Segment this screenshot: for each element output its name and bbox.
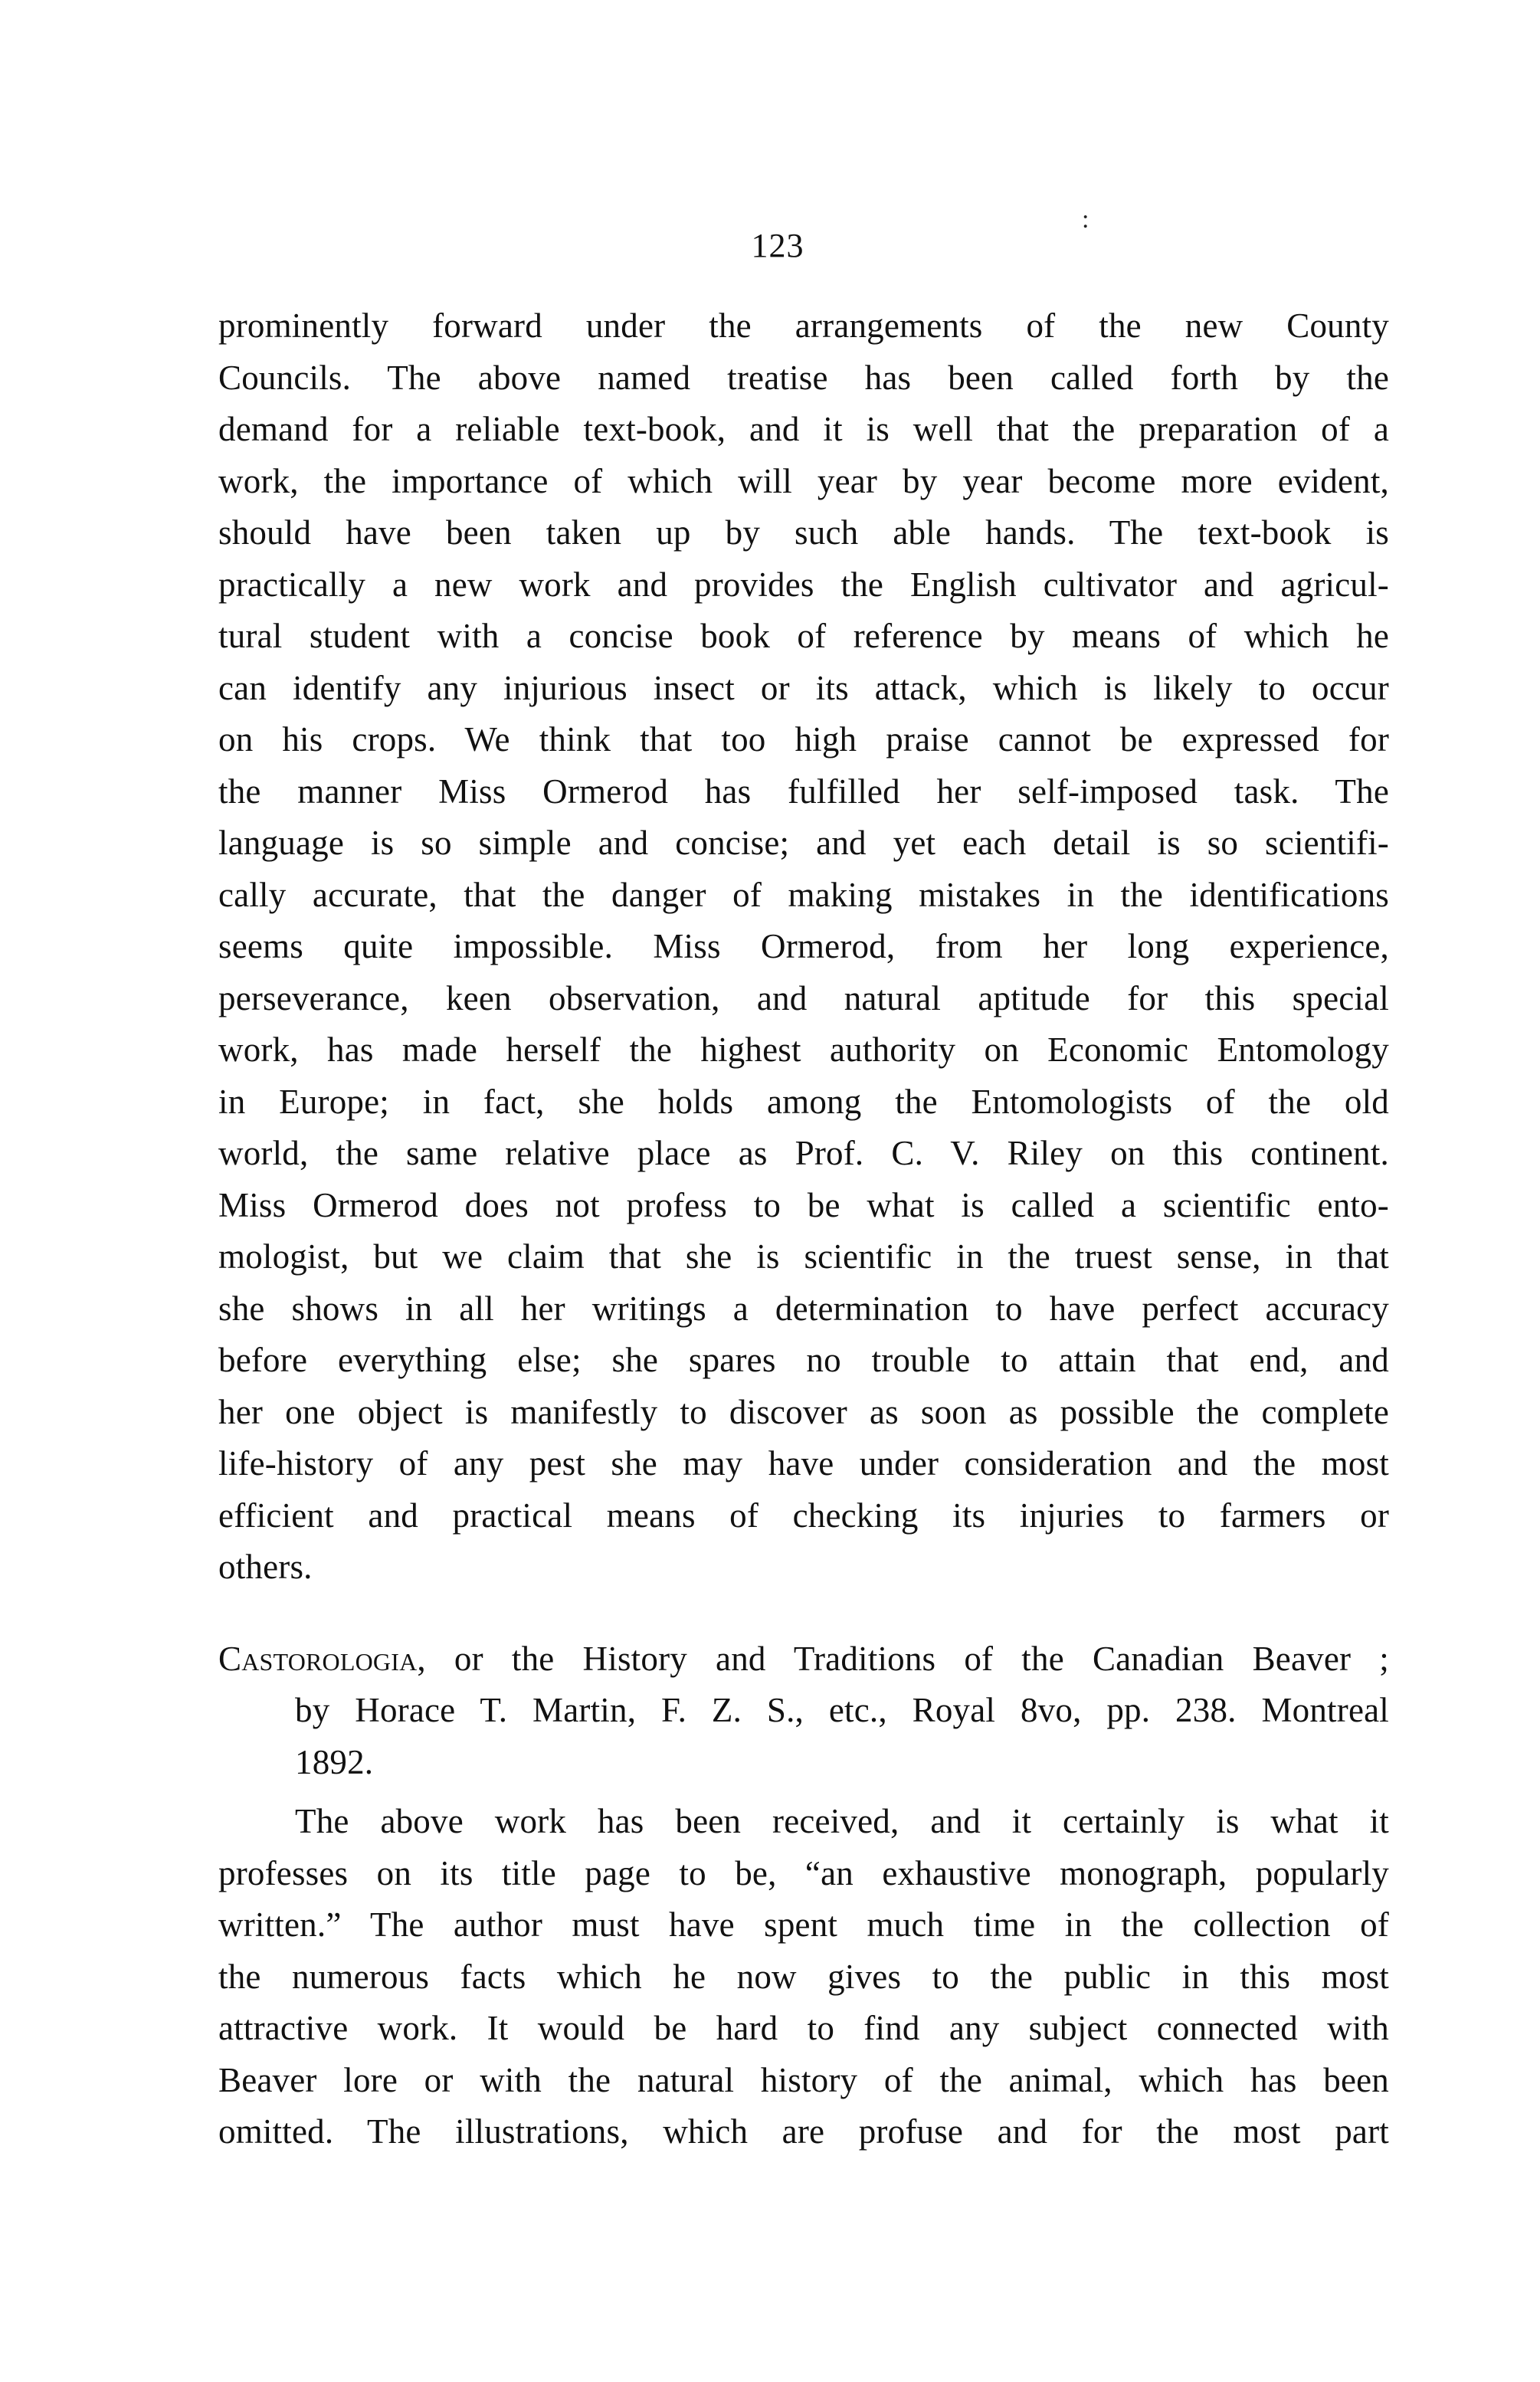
text-line: life-history of any pest she may have under consideration and the most <box>218 1444 1389 1483</box>
section-gap <box>218 1788 1389 1796</box>
text-line: others. <box>218 1548 313 1586</box>
text-line: professes on its title page to be, “an exhaustive monograph, popularly <box>218 1853 1389 1892</box>
text-line: efficient and practical means of checking its injuries to farmers or <box>218 1496 1389 1535</box>
text-line: can identify any injurious insect or its attack, which is likely to occur <box>218 668 1389 707</box>
text-line: seems quite impossible. Miss Ormerod, from her long experience, <box>218 927 1389 965</box>
text-line: should have been taken up by such able hands. The text-book is <box>218 513 1389 552</box>
text-line: work, the importance of which will year by year become more evident, <box>218 461 1389 500</box>
text-line: she shows in all her writings a determination to have perfect accuracy <box>218 1289 1389 1328</box>
text-line: demand for a reliable text-book, and it is well that the preparation of a <box>218 410 1389 448</box>
text-line: Beaver lore or with the natural history of the animal, which has been <box>218 2060 1389 2099</box>
text-line: before everything else; she spares no trouble to attain that end, and <box>218 1341 1389 1379</box>
text-line: written.” The author must have spent much time in the collection of <box>218 1905 1389 1944</box>
text-line: her one object is manifestly to discover as soon as possible the complete <box>218 1392 1389 1431</box>
text-line: prominently forward under the arrangements of the new County <box>218 306 1389 345</box>
citation-title-line <box>218 1633 1389 1686</box>
text-line: cally accurate, that the danger of making mistakes in the identifications <box>218 875 1389 914</box>
text-line: on his crops. We think that too high praise cannot be expressed for <box>218 720 1389 759</box>
text-line: practically a new work and provides the English cultivator and agricul- <box>218 565 1389 604</box>
text-line: mologist, but we claim that she is scientific in the truest sense, in that <box>218 1237 1389 1276</box>
citation-line: by Horace T. Martin, F. Z. S., etc., Royal 8vo, pp. 238. Montreal <box>295 1691 1389 1729</box>
book-title: Castorologia <box>218 1639 418 1678</box>
text-line: attractive work. It would be hard to find any subject connected with <box>218 2009 1389 2047</box>
review-continuation-paragraph <box>218 300 1389 1594</box>
text-line: tural student with a concise book of reference by means of which he <box>218 617 1389 655</box>
book-subtitle: , or the History and Traditions of the Canadian Beaver ; <box>417 1639 1389 1678</box>
text-line: in Europe; in fact, she holds among the Entomologists of the old <box>218 1082 1389 1121</box>
review-paragraph <box>218 1796 1389 2158</box>
text-line: work, has made herself the highest authority on Economic Entomology <box>218 1030 1389 1069</box>
citation-line: 1892. <box>295 1742 374 1781</box>
text-line: Councils. The above named treatise has been called forth by the <box>218 358 1389 397</box>
page-number <box>0 227 1540 265</box>
text-line: language is so simple and concise; and yet each detail is so scientifi- <box>218 824 1389 862</box>
text-line: world, the same relative place as Prof. C. V. Riley on this continent. <box>218 1134 1389 1172</box>
text-line: The above work has been received, and it certainly is what it <box>295 1802 1389 1840</box>
page-number-text: 123 <box>751 227 804 264</box>
book-citation-heading <box>218 1633 1389 1789</box>
text-line: omitted. The illustrations, which are profuse and for the most part <box>218 2112 1389 2151</box>
text-line: Miss Ormerod does not profess to be what is called a scientific ento- <box>218 1185 1389 1224</box>
text-line: the manner Miss Ormerod has fulfilled her self-imposed task. The <box>218 772 1389 811</box>
margin-mark: : <box>1082 205 1089 234</box>
page-body <box>218 300 1389 2158</box>
text-line: the numerous facts which he now gives to the public in this most <box>218 1957 1389 1996</box>
section-gap <box>218 1594 1389 1633</box>
text-line: perseverance, keen observation, and natural aptitude for this special <box>218 978 1389 1017</box>
